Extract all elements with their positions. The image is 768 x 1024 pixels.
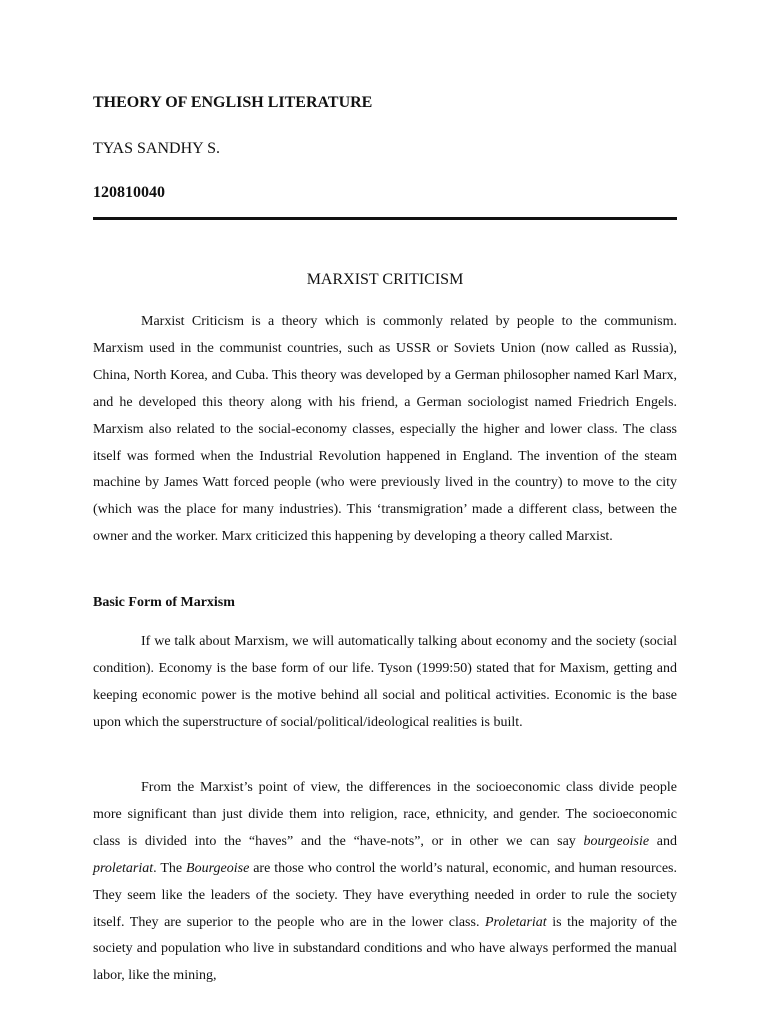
header-divider — [93, 217, 677, 220]
paragraph-text-segment: and — [649, 833, 677, 849]
paragraph-class-division — [93, 775, 677, 990]
term-bourgeoise: Bourgeoise — [186, 860, 250, 876]
document-title: MARXIST CRITICISM — [306, 271, 464, 288]
course-title: THEORY OF ENGLISH LITERATURE — [93, 94, 373, 111]
paragraph-text-segment: are those who control the world’s natural, economic, and human resources. They seem like the leaders of the society. They have everything needed in order to rule the society itself. They are superior to the people who are in the lower class. — [93, 860, 677, 930]
term-proletariat: proletariat — [93, 860, 154, 876]
section-heading: Basic Form of Marxism — [93, 595, 235, 610]
term-bourgeoisie: bourgeoisie — [583, 833, 650, 849]
paragraph-basic-form: If we talk about Marxism, we will automatically talking about economy and the society (social condition). Economy is the base form of our life. Tyson (1999:50) stated that for Maxism, getting and keeping economic power is the motive behind all social and political activities. Economic is the base upon which the superstructure of social/political/ideological realities is built. — [93, 634, 677, 730]
paragraph-text-segment: . The — [153, 860, 187, 876]
student-id: 120810040 — [93, 184, 165, 201]
term-proletariat-2: Proletariat — [484, 914, 547, 930]
paragraph-text-segment: From the Marxist’s point of view, the differences in the socioeconomic class divide people more significant than just divide them into religion, race, ethnicity, and gender. The socioeconomic class is divided into the “haves” and the “have-nots”, or in other we can say — [93, 780, 677, 849]
paragraph-intro: Marxist Criticism is a theory which is commonly related by people to the communism. Marxism used in the communist countries, such as USSR or Soviets Union (now called as Russia), China, North Korea, and Cuba. This theory was developed by a German philosopher named Karl Marx, and he developed this theory along with his friend, a German sociologist named Friedrich Engels. Marxism also related to the social-economy classes, especially the higher and lower class. The class itself was formed when the Industrial Revolution happened in England. The invention of the steam machine by James Watt forced people (who were previously lived in the country) to move to the city (which was the place for many industries). This ‘transmigration’ made a different class, between the owner and the worker. Marx criticized this happening by developing a theory called Marxist. — [93, 314, 677, 545]
author-name: TYAS SANDHY S. — [93, 140, 220, 157]
paragraph-text-segment: is the majority of the society and population who live in substandard conditions and who have always performed the manual labor, like the mining, — [93, 914, 677, 984]
